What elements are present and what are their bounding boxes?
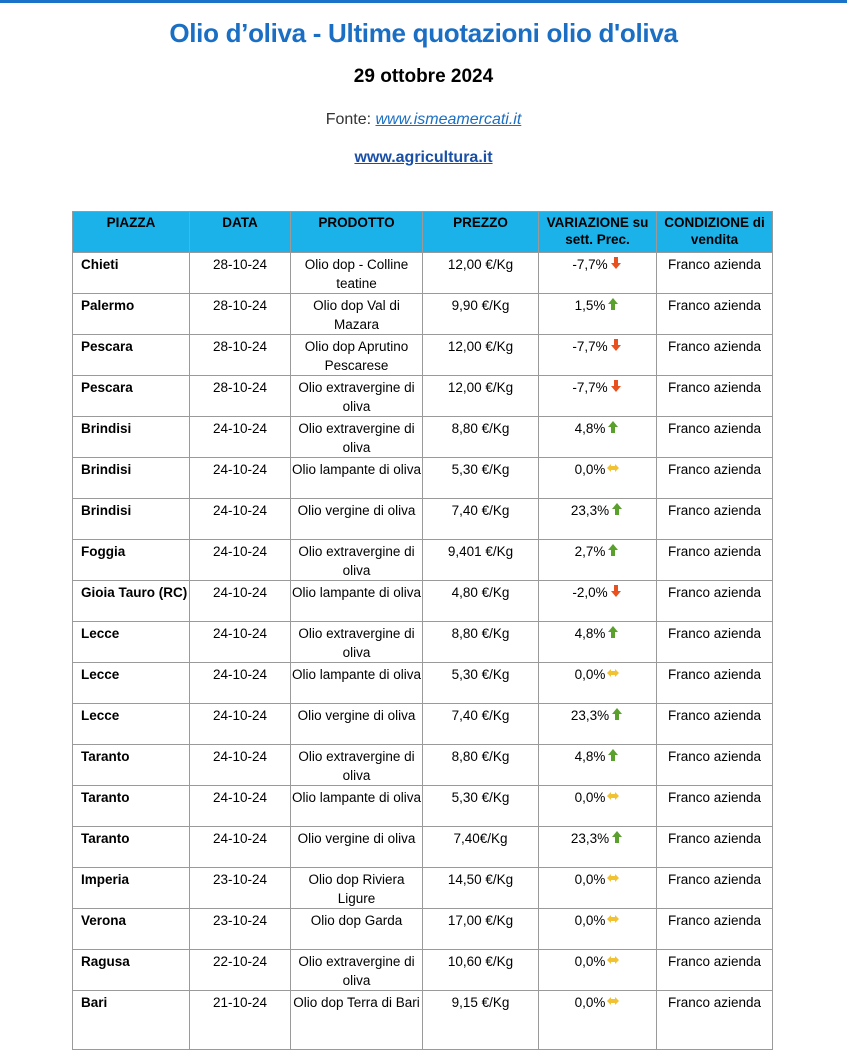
cell-prodotto: Olio dop Aprutino Pescarese (291, 335, 423, 376)
variazione-value: 4,8% (574, 626, 606, 641)
cell-data: 28-10-24 (190, 335, 291, 376)
cell-data: 23-10-24 (190, 909, 291, 950)
variazione-value: 1,5% (574, 298, 606, 313)
cell-data: 23-10-24 (190, 868, 291, 909)
cell-prodotto: Olio vergine di oliva (291, 827, 423, 868)
cell-data: 28-10-24 (190, 294, 291, 335)
variazione-value: 0,0% (574, 913, 606, 928)
table-row (73, 663, 773, 704)
cell-piazza: Taranto (73, 827, 190, 868)
cell-variazione (539, 950, 657, 991)
cell-variazione (539, 991, 657, 1050)
cell-data: 24-10-24 (190, 786, 291, 827)
cell-condizione: Franco azienda (657, 581, 773, 622)
cell-piazza: Pescara (73, 335, 190, 376)
trend-up-arrow-icon (606, 748, 620, 762)
cell-data: 24-10-24 (190, 663, 291, 704)
cell-condizione: Franco azienda (657, 417, 773, 458)
trend-up-arrow-icon (606, 420, 620, 434)
cell-piazza: Pescara (73, 376, 190, 417)
variazione-value: -7,7% (572, 257, 608, 272)
cell-variazione (539, 827, 657, 868)
cell-prezzo: 9,15 €/Kg (423, 991, 539, 1050)
cell-prezzo: 12,00 €/Kg (423, 376, 539, 417)
table-row (73, 786, 773, 827)
cell-variazione (539, 581, 657, 622)
trend-down-arrow-icon (609, 584, 623, 598)
trend-down-arrow-icon (609, 338, 623, 352)
cell-data: 24-10-24 (190, 458, 291, 499)
trend-flat-arrow-icon (606, 994, 620, 1008)
cell-data: 24-10-24 (190, 417, 291, 458)
cell-prodotto: Olio vergine di oliva (291, 704, 423, 745)
source-label: Fonte: (325, 111, 372, 128)
quotes-table (72, 211, 773, 1050)
cell-data: 22-10-24 (190, 950, 291, 991)
cell-prodotto: Olio dop Riviera Ligure (291, 868, 423, 909)
cell-variazione (539, 909, 657, 950)
cell-data: 24-10-24 (190, 745, 291, 786)
variazione-value: 0,0% (574, 790, 606, 805)
trend-flat-arrow-icon (606, 666, 620, 680)
cell-variazione (539, 786, 657, 827)
source-link[interactable]: www.ismeamercati.it (375, 111, 522, 128)
table-row (73, 745, 773, 786)
report-date: 29 ottobre 2024 (353, 66, 494, 87)
cell-piazza: Imperia (73, 868, 190, 909)
variazione-value: -7,7% (572, 380, 608, 395)
cell-prezzo: 5,30 €/Kg (423, 458, 539, 499)
cell-data: 24-10-24 (190, 581, 291, 622)
trend-up-arrow-icon (610, 502, 624, 516)
cell-prezzo: 14,50 €/Kg (423, 868, 539, 909)
cell-data: 24-10-24 (190, 499, 291, 540)
cell-prezzo: 17,00 €/Kg (423, 909, 539, 950)
page-title: Olio d’oliva - Ultime quotazioni olio d'oliva (169, 18, 678, 48)
cell-condizione: Franco azienda (657, 458, 773, 499)
cell-prodotto: Olio extravergine di oliva (291, 950, 423, 991)
cell-piazza: Lecce (73, 622, 190, 663)
cell-piazza: Taranto (73, 786, 190, 827)
trend-down-arrow-icon (609, 256, 623, 270)
site-link[interactable]: www.agricultura.it (354, 149, 493, 166)
trend-flat-arrow-icon (606, 953, 620, 967)
cell-prezzo: 8,80 €/Kg (423, 622, 539, 663)
table-row (73, 704, 773, 745)
cell-data: 28-10-24 (190, 253, 291, 294)
cell-data: 24-10-24 (190, 622, 291, 663)
cell-prodotto: Olio vergine di oliva (291, 499, 423, 540)
table-row (73, 376, 773, 417)
trend-up-arrow-icon (606, 297, 620, 311)
cell-prodotto: Olio extravergine di oliva (291, 622, 423, 663)
cell-condizione: Franco azienda (657, 704, 773, 745)
cell-prodotto: Olio lampante di oliva (291, 663, 423, 704)
cell-condizione: Franco azienda (657, 253, 773, 294)
cell-condizione: Franco azienda (657, 663, 773, 704)
table-row (73, 335, 773, 376)
variazione-value: 0,0% (574, 667, 606, 682)
cell-condizione: Franco azienda (657, 909, 773, 950)
variazione-value: 0,0% (574, 462, 606, 477)
trend-flat-arrow-icon (606, 789, 620, 803)
cell-prezzo: 12,00 €/Kg (423, 335, 539, 376)
col-header-prodotto: PRODOTTO (291, 212, 423, 253)
table-row (73, 991, 773, 1050)
cell-condizione: Franco azienda (657, 294, 773, 335)
cell-condizione: Franco azienda (657, 991, 773, 1050)
trend-flat-arrow-icon (606, 871, 620, 885)
cell-prezzo: 9,401 €/Kg (423, 540, 539, 581)
variazione-value: 2,7% (574, 544, 606, 559)
col-header-condizione: CONDIZIONE di vendita (657, 212, 773, 253)
cell-piazza: Ragusa (73, 950, 190, 991)
cell-prezzo: 7,40€/Kg (423, 827, 539, 868)
col-header-variazione: VARIAZIONE su sett. Prec. (539, 212, 657, 253)
cell-variazione (539, 622, 657, 663)
trend-flat-arrow-icon (606, 912, 620, 926)
cell-prezzo: 5,30 €/Kg (423, 786, 539, 827)
table-row (73, 827, 773, 868)
cell-variazione (539, 253, 657, 294)
table-row (73, 622, 773, 663)
cell-prezzo: 9,90 €/Kg (423, 294, 539, 335)
cell-prezzo: 8,80 €/Kg (423, 745, 539, 786)
cell-variazione (539, 499, 657, 540)
cell-prodotto: Olio extravergine di oliva (291, 376, 423, 417)
cell-prezzo: 7,40 €/Kg (423, 704, 539, 745)
cell-prodotto: Olio extravergine di oliva (291, 540, 423, 581)
cell-prodotto: Olio lampante di oliva (291, 458, 423, 499)
table-row (73, 499, 773, 540)
variazione-value: 23,3% (570, 708, 610, 723)
table-row (73, 294, 773, 335)
cell-condizione: Franco azienda (657, 376, 773, 417)
cell-prezzo: 10,60 €/Kg (423, 950, 539, 991)
cell-variazione (539, 868, 657, 909)
cell-piazza: Bari (73, 991, 190, 1050)
table-row (73, 581, 773, 622)
cell-data: 24-10-24 (190, 704, 291, 745)
variazione-value: 4,8% (574, 421, 606, 436)
cell-piazza: Chieti (73, 253, 190, 294)
cell-condizione: Franco azienda (657, 540, 773, 581)
trend-up-arrow-icon (606, 543, 620, 557)
table-row (73, 540, 773, 581)
table-row (73, 909, 773, 950)
cell-condizione: Franco azienda (657, 827, 773, 868)
cell-piazza: Verona (73, 909, 190, 950)
variazione-value: 0,0% (574, 954, 606, 969)
variazione-value: 0,0% (574, 872, 606, 887)
cell-prodotto: Olio dop Terra di Bari (291, 991, 423, 1050)
cell-variazione (539, 745, 657, 786)
cell-piazza: Lecce (73, 663, 190, 704)
variazione-value: 4,8% (574, 749, 606, 764)
source-line (0, 111, 847, 129)
cell-data: 28-10-24 (190, 376, 291, 417)
table-row (73, 458, 773, 499)
cell-data: 21-10-24 (190, 991, 291, 1050)
cell-piazza: Palermo (73, 294, 190, 335)
cell-prodotto: Olio lampante di oliva (291, 581, 423, 622)
cell-variazione (539, 663, 657, 704)
cell-prezzo: 5,30 €/Kg (423, 663, 539, 704)
cell-prodotto: Olio dop - Colline teatine (291, 253, 423, 294)
cell-piazza: Gioia Tauro (RC) (73, 581, 190, 622)
table-row (73, 253, 773, 294)
cell-piazza: Foggia (73, 540, 190, 581)
variazione-value: 23,3% (570, 503, 610, 518)
table-row (73, 950, 773, 991)
cell-prezzo: 4,80 €/Kg (423, 581, 539, 622)
cell-piazza: Brindisi (73, 499, 190, 540)
cell-piazza: Brindisi (73, 458, 190, 499)
table-header-row (73, 212, 773, 253)
cell-prodotto: Olio lampante di oliva (291, 786, 423, 827)
top-accent-bar (0, 0, 847, 3)
cell-condizione: Franco azienda (657, 786, 773, 827)
cell-condizione: Franco azienda (657, 335, 773, 376)
variazione-value: 0,0% (574, 995, 606, 1010)
cell-variazione (539, 335, 657, 376)
cell-prodotto: Olio extravergine di oliva (291, 745, 423, 786)
variazione-value: -7,7% (572, 339, 608, 354)
variazione-value: -2,0% (572, 585, 608, 600)
cell-prezzo: 7,40 €/Kg (423, 499, 539, 540)
trend-up-arrow-icon (610, 707, 624, 721)
cell-prodotto: Olio extravergine di oliva (291, 417, 423, 458)
col-header-piazza: PIAZZA (73, 212, 190, 253)
cell-data: 24-10-24 (190, 540, 291, 581)
cell-variazione (539, 417, 657, 458)
variazione-value: 23,3% (570, 831, 610, 846)
cell-condizione: Franco azienda (657, 622, 773, 663)
cell-condizione: Franco azienda (657, 868, 773, 909)
cell-condizione: Franco azienda (657, 745, 773, 786)
trend-down-arrow-icon (609, 379, 623, 393)
table-row (73, 868, 773, 909)
cell-variazione (539, 458, 657, 499)
cell-piazza: Taranto (73, 745, 190, 786)
cell-data: 24-10-24 (190, 827, 291, 868)
cell-prezzo: 12,00 €/Kg (423, 253, 539, 294)
cell-condizione: Franco azienda (657, 499, 773, 540)
cell-variazione (539, 376, 657, 417)
cell-piazza: Brindisi (73, 417, 190, 458)
trend-up-arrow-icon (606, 625, 620, 639)
trend-flat-arrow-icon (606, 461, 620, 475)
cell-condizione: Franco azienda (657, 950, 773, 991)
cell-variazione (539, 540, 657, 581)
cell-variazione (539, 704, 657, 745)
cell-variazione (539, 294, 657, 335)
site-line (0, 149, 847, 167)
cell-piazza: Lecce (73, 704, 190, 745)
cell-prezzo: 8,80 €/Kg (423, 417, 539, 458)
cell-prodotto: Olio dop Garda (291, 909, 423, 950)
table-row (73, 417, 773, 458)
cell-prodotto: Olio dop Val di Mazara (291, 294, 423, 335)
col-header-data: DATA (190, 212, 291, 253)
trend-up-arrow-icon (610, 830, 624, 844)
col-header-prezzo: PREZZO (423, 212, 539, 253)
